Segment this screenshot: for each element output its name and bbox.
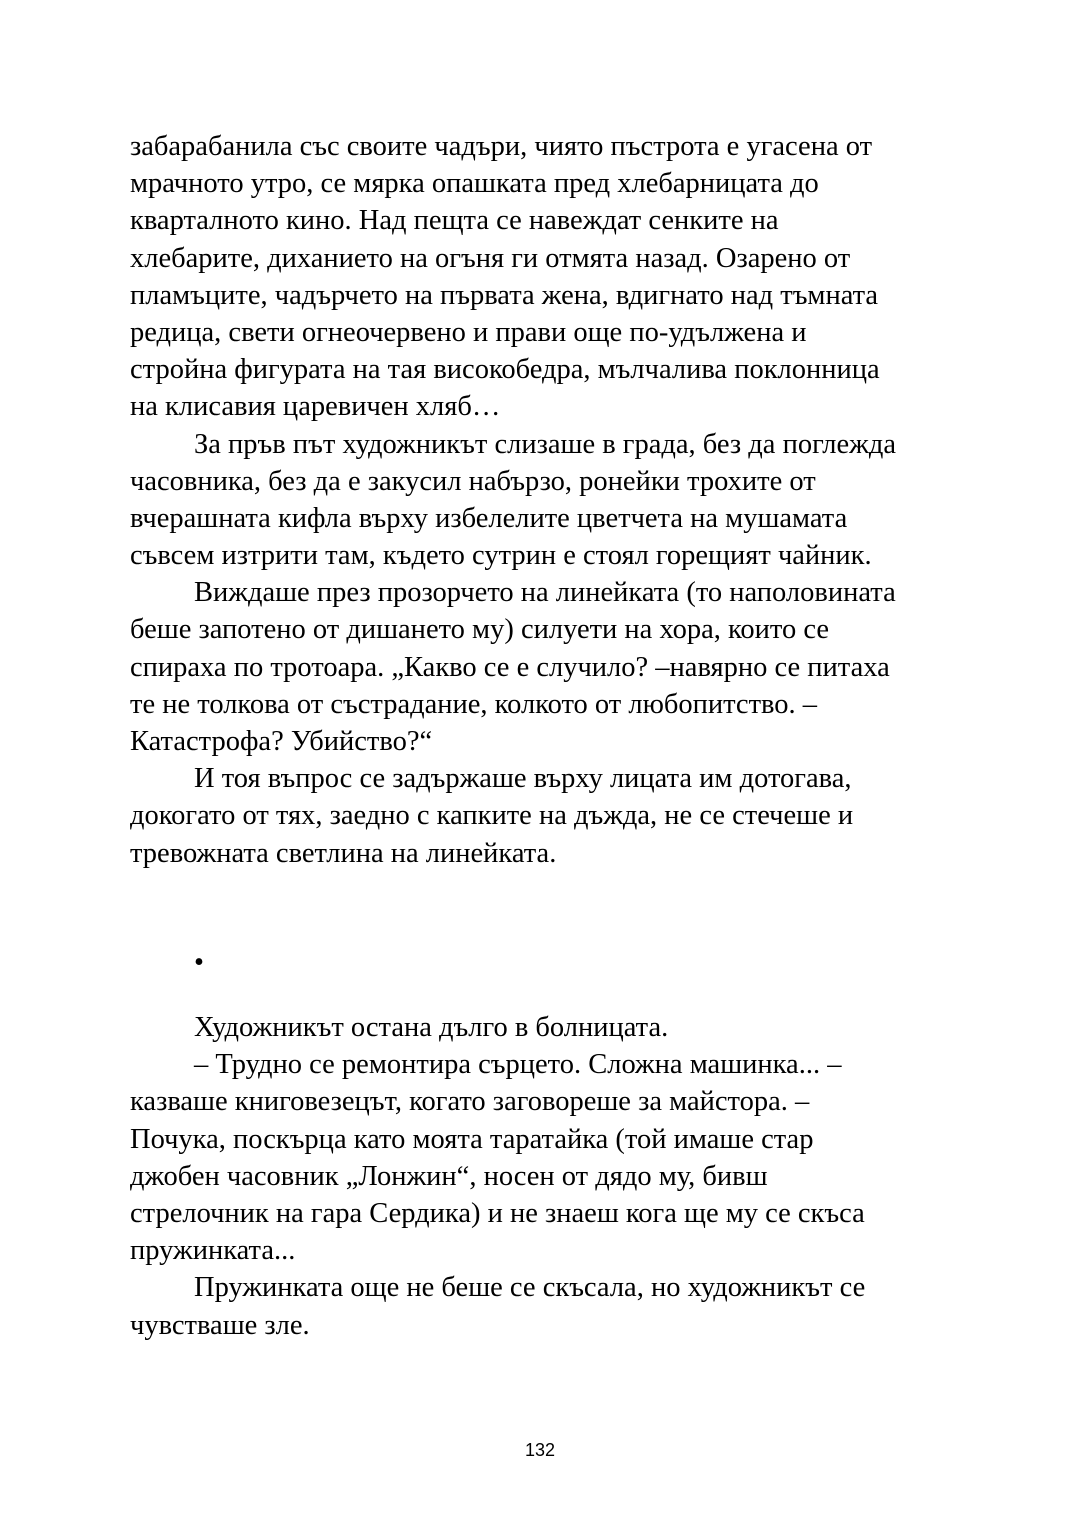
text-line: пружинката... <box>130 1235 296 1267</box>
text-line: спираха по тротоара. „Какво се е случило? –навярно се питаха <box>130 651 890 683</box>
page-number: 132 <box>524 1440 556 1460</box>
section-separator-bullet: • <box>194 947 204 978</box>
paragraph-start-line: Художникът остана дълго в болницата. <box>194 1012 669 1043</box>
text-line: редица, свети огнеочервено и прави още по-удължена и <box>130 316 807 348</box>
paragraph-start-line: И тоя въпрос се задържаше върху лицата им дотогава, <box>194 763 852 795</box>
text-line: беше запотено от дишането му) силуети на хора, които се <box>130 614 830 646</box>
paragraph-start-line: За пръв път художникът слизаше в града, без да поглежда <box>194 428 897 460</box>
paragraph-start-line: Виждаше през прозорчето на линейката (то наполовината <box>194 577 896 609</box>
text-line: вчерашната кифла върху избелелите цветчета на мушамата <box>130 502 848 534</box>
text-line: чувстваше зле. <box>130 1309 310 1341</box>
text-line: на клисавия царевичен хляб… <box>130 391 501 423</box>
paragraph-start-line: Пружинката още не беше се скъсала, но художникът се <box>194 1272 866 1304</box>
text-line: казваше книговезецът, когато заговореше за майстора. – <box>130 1086 810 1118</box>
text-block-2 <box>130 1009 960 1344</box>
text-line: съвсем изтрити там, където сутрин е стоял горещият чайник. <box>130 540 872 572</box>
text-line: кварталното кино. Над пещта се навеждат сенките на <box>130 205 779 237</box>
text-block-1 <box>130 128 960 872</box>
paragraph-start-line: – Трудно се ремонтира сърцето. Сложна машинка... – <box>194 1049 842 1081</box>
text-line: хлебарите, диханието на огъня ги отмята назад. Озарено от <box>130 242 851 274</box>
text-line: стройна фигурата на тая високобедра, мълчалива поклонница <box>130 354 880 386</box>
text-line: докогато от тях, заедно с капките на дъжда, не се стечеше и <box>130 800 854 832</box>
text-line: часовника, без да е закусил набързо, ронейки трохите от <box>130 465 816 497</box>
text-line: мрачното утро, се мярка опашката пред хлебарницата до <box>130 168 819 200</box>
text-line: Почука, поскърца като моята таратайка (той имаше стар <box>130 1123 814 1155</box>
text-line: пламъците, чадърчето на първата жена, вдигнато над тъмната <box>130 279 879 311</box>
text-line: стрелочник на гара Сердика) и не знаеш кога ще му се скъса <box>130 1197 865 1229</box>
text-line: те не толкова от състрадание, колкото от любопитство. – <box>130 688 818 720</box>
text-line: тревожната светлина на линейката. <box>130 837 557 869</box>
text-line: забарабанила със своите чадъри, чиято пъстрота е угасена от <box>130 131 873 162</box>
text-line: джобен часовник „Лонжин“, носен от дядо му, бивш <box>130 1160 768 1192</box>
text-line: Катастрофа? Убийство?“ <box>130 726 433 757</box>
